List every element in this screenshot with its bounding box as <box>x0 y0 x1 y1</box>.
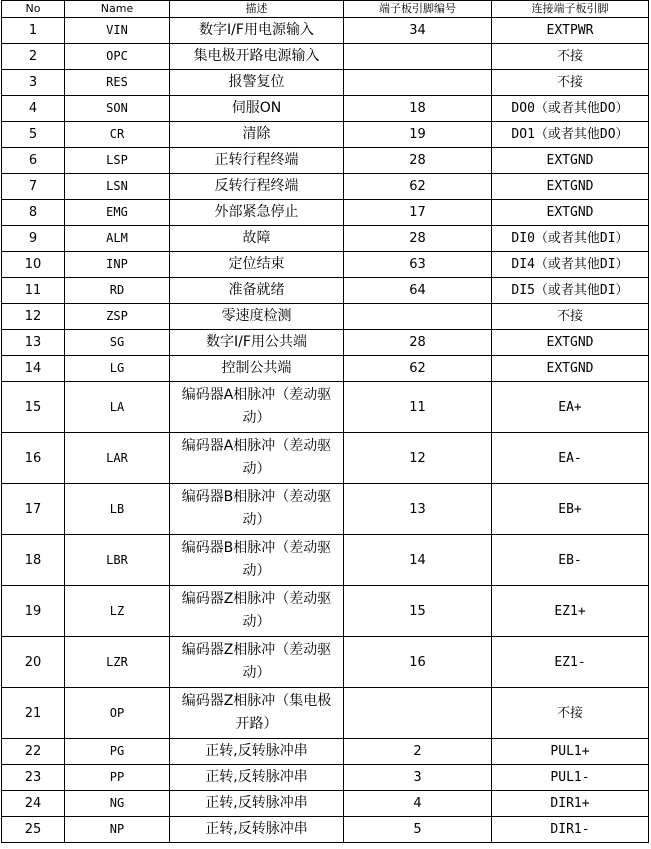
cell-desc: 零速度检测 <box>170 304 344 330</box>
table-row <box>2 791 649 817</box>
header-row <box>2 1 649 18</box>
cell-name: LG <box>65 356 170 382</box>
cell-conn: EB- <box>492 535 649 586</box>
cell-no: 23 <box>2 765 65 791</box>
cell-name: CR <box>65 122 170 148</box>
table-row <box>2 765 649 791</box>
cell-no: 6 <box>2 148 65 174</box>
header-pin: 端子板引脚编号 <box>344 1 492 18</box>
cell-no: 1 <box>2 18 65 44</box>
cell-conn: 不接 <box>492 304 649 330</box>
table-header <box>2 1 649 18</box>
cell-no: 19 <box>2 586 65 637</box>
cell-desc: 正转行程终端 <box>170 148 344 174</box>
header-conn: 连接端子板引脚 <box>492 1 649 18</box>
cell-no: 21 <box>2 688 65 739</box>
table-row <box>2 330 649 356</box>
table-body <box>2 18 649 843</box>
cell-name: PG <box>65 739 170 765</box>
cell-name: ALM <box>65 226 170 252</box>
cell-no: 4 <box>2 96 65 122</box>
cell-pin: 11 <box>344 382 492 433</box>
header-name: Name <box>65 1 170 18</box>
cell-pin <box>344 688 492 739</box>
cell-no: 3 <box>2 70 65 96</box>
cell-conn: DIR1- <box>492 817 649 843</box>
cell-desc: 定位结束 <box>170 252 344 278</box>
cell-name: LAR <box>65 433 170 484</box>
table-row <box>2 739 649 765</box>
cell-no: 2 <box>2 44 65 70</box>
header-desc: 描述 <box>170 1 344 18</box>
cell-pin: 2 <box>344 739 492 765</box>
pin-mapping-table <box>1 0 649 843</box>
cell-no: 17 <box>2 484 65 535</box>
cell-name: RD <box>65 278 170 304</box>
cell-desc <box>170 688 344 739</box>
table-row <box>2 174 649 200</box>
cell-no: 11 <box>2 278 65 304</box>
cell-name: ZSP <box>65 304 170 330</box>
cell-pin: 5 <box>344 817 492 843</box>
cell-desc: 正转,反转脉冲串 <box>170 817 344 843</box>
cell-no: 13 <box>2 330 65 356</box>
cell-desc: 集电极开路电源输入 <box>170 44 344 70</box>
cell-pin: 28 <box>344 330 492 356</box>
cell-name: RES <box>65 70 170 96</box>
cell-name: LBR <box>65 535 170 586</box>
cell-desc-text: 编码器B相脉冲（差动驱动） <box>181 489 332 528</box>
cell-conn: EXTGND <box>492 148 649 174</box>
table-row <box>2 688 649 739</box>
cell-name: OP <box>65 688 170 739</box>
cell-no: 7 <box>2 174 65 200</box>
cell-pin: 16 <box>344 637 492 688</box>
table-row <box>2 96 649 122</box>
cell-name: EMG <box>65 200 170 226</box>
cell-pin: 12 <box>344 433 492 484</box>
cell-desc-text: 编码器A相脉冲（差动驱动） <box>181 387 332 426</box>
cell-pin: 18 <box>344 96 492 122</box>
table-row <box>2 304 649 330</box>
cell-pin: 19 <box>344 122 492 148</box>
table-row <box>2 382 649 433</box>
cell-desc: 正转,反转脉冲串 <box>170 765 344 791</box>
cell-conn: EXTGND <box>492 200 649 226</box>
cell-pin: 28 <box>344 148 492 174</box>
cell-desc <box>170 382 344 433</box>
cell-conn: EA+ <box>492 382 649 433</box>
table-row <box>2 484 649 535</box>
table-row <box>2 44 649 70</box>
cell-conn: EZ1+ <box>492 586 649 637</box>
cell-conn: EXTGND <box>492 174 649 200</box>
cell-no: 5 <box>2 122 65 148</box>
cell-pin: 15 <box>344 586 492 637</box>
cell-pin: 64 <box>344 278 492 304</box>
cell-pin <box>344 70 492 96</box>
cell-name: SON <box>65 96 170 122</box>
cell-pin: 4 <box>344 791 492 817</box>
cell-no: 25 <box>2 817 65 843</box>
cell-name: LB <box>65 484 170 535</box>
cell-conn: EB+ <box>492 484 649 535</box>
table-row <box>2 535 649 586</box>
cell-desc-text: 编码器A相脉冲（差动驱动） <box>181 438 332 477</box>
table-row <box>2 817 649 843</box>
cell-desc: 控制公共端 <box>170 356 344 382</box>
cell-desc <box>170 586 344 637</box>
cell-conn: EXTPWR <box>492 18 649 44</box>
cell-name: LZ <box>65 586 170 637</box>
cell-no: 16 <box>2 433 65 484</box>
cell-pin: 34 <box>344 18 492 44</box>
cell-desc: 反转行程终端 <box>170 174 344 200</box>
cell-pin: 62 <box>344 356 492 382</box>
cell-desc: 外部紧急停止 <box>170 200 344 226</box>
cell-conn: DI5（或者其他DI） <box>492 278 649 304</box>
cell-desc-text: 编码器Z相脉冲（差动驱动） <box>181 642 332 681</box>
cell-name: NG <box>65 791 170 817</box>
cell-conn: DI4（或者其他DI） <box>492 252 649 278</box>
cell-pin: 28 <box>344 226 492 252</box>
cell-name: SG <box>65 330 170 356</box>
cell-desc <box>170 637 344 688</box>
cell-pin <box>344 304 492 330</box>
cell-desc-text: 编码器B相脉冲（差动驱动） <box>181 540 332 579</box>
cell-desc: 数字I/F用公共端 <box>170 330 344 356</box>
table-row <box>2 637 649 688</box>
cell-desc: 数字I/F用电源输入 <box>170 18 344 44</box>
cell-conn: EZ1- <box>492 637 649 688</box>
cell-pin <box>344 44 492 70</box>
cell-no: 12 <box>2 304 65 330</box>
cell-no: 14 <box>2 356 65 382</box>
cell-desc <box>170 433 344 484</box>
cell-conn: PUL1+ <box>492 739 649 765</box>
cell-conn: DO0（或者其他DO） <box>492 96 649 122</box>
cell-conn: DIR1+ <box>492 791 649 817</box>
table-row <box>2 122 649 148</box>
cell-conn: 不接 <box>492 70 649 96</box>
cell-name: INP <box>65 252 170 278</box>
table-row <box>2 226 649 252</box>
cell-name: OPC <box>65 44 170 70</box>
header-no: No <box>2 1 65 18</box>
cell-pin: 17 <box>344 200 492 226</box>
cell-conn: 不接 <box>492 688 649 739</box>
cell-desc: 正转,反转脉冲串 <box>170 791 344 817</box>
cell-no: 8 <box>2 200 65 226</box>
cell-desc-text: 编码器Z相脉冲（集电极开路） <box>181 693 332 732</box>
cell-name: LZR <box>65 637 170 688</box>
cell-conn: EA- <box>492 433 649 484</box>
cell-desc: 正转,反转脉冲串 <box>170 739 344 765</box>
cell-conn: 不接 <box>492 44 649 70</box>
cell-conn: EXTGND <box>492 330 649 356</box>
cell-conn: DI0（或者其他DI） <box>492 226 649 252</box>
cell-no: 22 <box>2 739 65 765</box>
table-row <box>2 70 649 96</box>
cell-desc: 准备就绪 <box>170 278 344 304</box>
cell-no: 10 <box>2 252 65 278</box>
cell-desc: 清除 <box>170 122 344 148</box>
cell-desc: 报警复位 <box>170 70 344 96</box>
cell-name: LA <box>65 382 170 433</box>
cell-no: 9 <box>2 226 65 252</box>
cell-name: PP <box>65 765 170 791</box>
cell-desc: 故障 <box>170 226 344 252</box>
table-row <box>2 200 649 226</box>
table-row <box>2 433 649 484</box>
table-row <box>2 356 649 382</box>
table-row <box>2 252 649 278</box>
table-row <box>2 278 649 304</box>
cell-no: 15 <box>2 382 65 433</box>
table-row <box>2 148 649 174</box>
table-row <box>2 18 649 44</box>
cell-conn: DO1（或者其他DO） <box>492 122 649 148</box>
cell-desc-text: 编码器Z相脉冲（差动驱动） <box>181 591 332 630</box>
cell-name: NP <box>65 817 170 843</box>
cell-conn: EXTGND <box>492 356 649 382</box>
cell-desc <box>170 484 344 535</box>
table-row <box>2 586 649 637</box>
cell-no: 18 <box>2 535 65 586</box>
cell-no: 20 <box>2 637 65 688</box>
cell-desc <box>170 535 344 586</box>
cell-conn: PUL1- <box>492 765 649 791</box>
cell-pin: 13 <box>344 484 492 535</box>
cell-no: 24 <box>2 791 65 817</box>
cell-pin: 14 <box>344 535 492 586</box>
cell-name: LSN <box>65 174 170 200</box>
cell-pin: 63 <box>344 252 492 278</box>
cell-pin: 3 <box>344 765 492 791</box>
cell-desc: 伺服ON <box>170 96 344 122</box>
cell-pin: 62 <box>344 174 492 200</box>
cell-name: VIN <box>65 18 170 44</box>
cell-name: LSP <box>65 148 170 174</box>
